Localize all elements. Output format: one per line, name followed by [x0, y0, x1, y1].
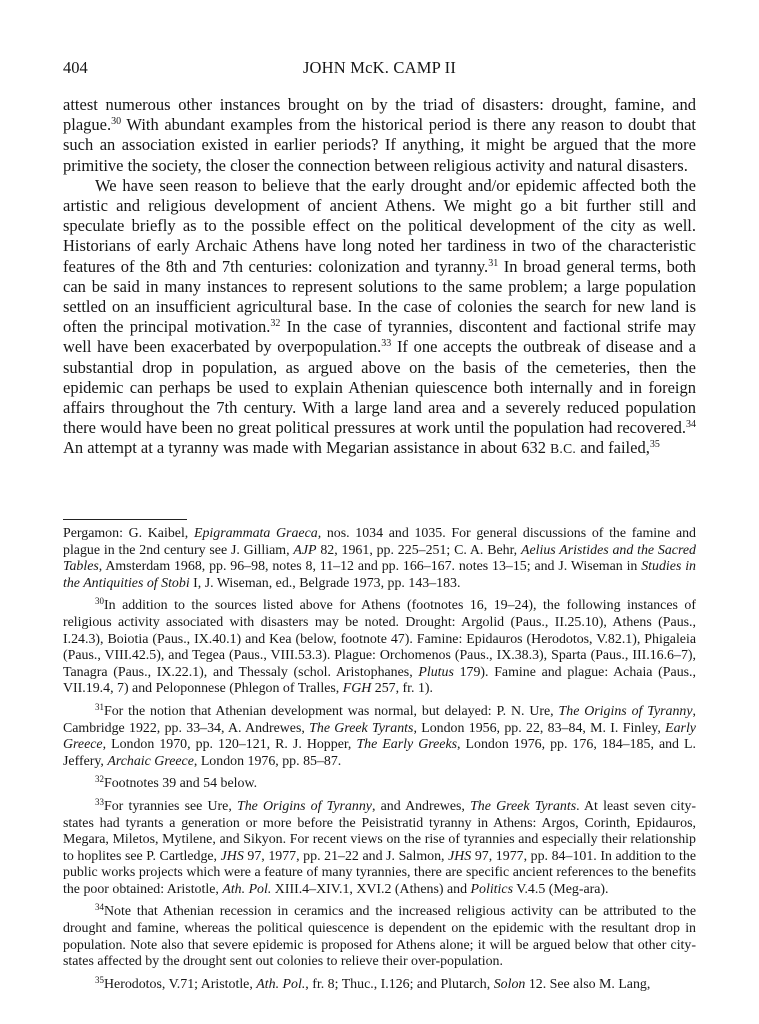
- text-run: XIII.4–XIV.1, XVI.2 (Athens) and: [271, 881, 471, 897]
- text-run: , Amsterdam 1968, pp. 96–98, notes 8, 11–12 and pp. 166–167. notes 13–15; and J. Wiseman in: [98, 559, 642, 575]
- footnote-number: 32: [95, 774, 104, 785]
- italic-title: Ath. Pol.: [256, 976, 306, 992]
- text-run: , nos. 1034 and 1035. For general discussions of the famine and plague in the 2nd century see J. Gilliam,: [63, 526, 697, 558]
- footnotes: [63, 526, 696, 993]
- text-run: , London 1976, pp. 85–87.: [193, 753, 342, 769]
- text-run: 179). Famine and plague: Achaia (Paus., VII.19.4, 7) and Peloponnese (Phlegon of Tralles,: [63, 664, 696, 697]
- italic-title: The Origins of Tyranny: [558, 703, 693, 719]
- italic-title: Epigrammata Graeca: [193, 526, 318, 541]
- page-number: 404: [63, 58, 88, 77]
- text-run: , London 1956, pp. 22, 83–84, M. I. Finley,: [413, 720, 666, 736]
- text-run: , and Andrewes,: [371, 798, 471, 814]
- text-run: 257, fr. 1).: [371, 681, 434, 697]
- footnote-31: [63, 701, 696, 770]
- footnote-number: 34: [95, 902, 104, 913]
- text-run: For the notion that Athenian development was normal, but delayed: P. N. Ure,: [104, 703, 559, 719]
- italic-title: The Early Greeks: [356, 737, 458, 753]
- text-run: , London 1970, pp. 120–121, R. J. Hopper,: [102, 737, 357, 753]
- footnote-ref-32: 32: [270, 318, 281, 330]
- text-run: An attempt at a tyranny was made with Megarian assistance in about 632: [63, 438, 551, 458]
- italic-title: AJP: [293, 542, 317, 558]
- text-run: V.4.5 (Meg-ara).: [512, 881, 609, 897]
- text-run: In broad general terms, both can be said in many instances to represent solutions to the same problem; a large population settled on an insufficient agricultural base. In the case of colonies the search for new land is often the principal motivation.: [63, 256, 696, 337]
- body-text: [63, 95, 696, 460]
- italic-title: Aelius Aristides and the Sacred Tables: [63, 542, 696, 575]
- text-run: . At least seven city-states had tyrants a generation or more before the Peisistratid tyranny in Athens: Argos, Corinth, Epidauros, Megara, Miletos, Mytilene, and Sikyon. For recent views on the rise of tyrannies and especially their relationship to hoplites see P. Cartledge,: [63, 798, 697, 864]
- footnote-divider: [63, 519, 187, 520]
- italic-title: JHS: [448, 848, 472, 864]
- text-run: In addition to the sources listed above for Athens (footnotes 16, 19–24), the following instances of religious activity associated with disasters may be noted. Drought: Argolid (Paus., II.25.10), Athens (Paus., I.24.3), Boiotia (Paus., IX.40.1) and Kea (below, footnote 47). Famine: Epidauros (Herodotos, V.82.1), Phigaleia (Paus., VIII.42.5), and Tegea (Paus., VIII.53.3). Plague: Orchomenos (Paus., IX.38.3), Sparta (Paus., III.16.6–7), Tanagra (Paus., IX.22.1), and Thessaly (schol. Aristophanes,: [63, 598, 696, 680]
- footnote-ref-30: 30: [111, 116, 122, 128]
- footnote-ref-34: 34: [686, 419, 696, 431]
- text-run: With abundant examples from the historical period is there any reason to doubt that such an association existed in earlier periods? If anything, it might be argued that the more primitive the society, the closer the connection between religious activity and natural disasters.: [63, 115, 696, 175]
- text-run: Pergamon: G. Kaibel,: [63, 526, 194, 541]
- text-run: I, J. Wiseman, ed., Belgrade 1973, pp. 143–183.: [189, 575, 461, 591]
- footnote-ref-31: 31: [488, 257, 499, 269]
- footnote-continuation: [63, 526, 696, 592]
- footnote-number: 33: [95, 796, 104, 807]
- italic-title: JHS: [220, 848, 244, 864]
- text-run: Footnotes 39 and 54 below.: [104, 776, 258, 792]
- footnote-34: [63, 904, 696, 970]
- text-run: 97, 1977, pp. 84–101. In addition to the public works projects which were a feature of many tyrannies, there are specific ancient references to the benefits the poor obtained: Aristotle,: [63, 848, 696, 897]
- footnote-33: [63, 796, 697, 899]
- italic-title: Plutus: [418, 664, 454, 680]
- text-run: If one accepts the outbreak of disease and a substantial drop in population, as argued above on the basis of the cemeteries, then the epidemic can perhaps be used to explain Athenian quiescence both internally and in foreign affairs throughout the 7th century. With a large land area and a severely reduced population there would have been no great political pressures at work until the population had recovered.: [63, 337, 696, 438]
- paragraph-2: [63, 176, 696, 460]
- italic-title: The Greek Tyrants: [470, 798, 577, 814]
- text-run: 12. See also M. Lang,: [525, 976, 651, 992]
- italic-title: Archaic Greece: [107, 753, 194, 769]
- text-run: and failed,: [576, 438, 650, 458]
- text-run: For tyrannies see Ure,: [104, 798, 237, 814]
- footnote-number: 31: [95, 701, 104, 712]
- page-header: [63, 58, 696, 80]
- paragraph-1: [63, 95, 696, 176]
- text-run: Herodotos, V.71; Aristotle,: [104, 976, 257, 992]
- text-run: 97, 1977, pp. 21–22 and J. Salmon,: [243, 848, 449, 864]
- running-head: JOHN McK. CAMP II: [302, 58, 457, 77]
- italic-title: FGH: [342, 681, 372, 697]
- italic-title: Politics: [470, 881, 513, 897]
- footnote-ref-35: 35: [649, 439, 660, 451]
- italic-title: Early Greece: [63, 720, 696, 753]
- italic-title: Studies in the Antiquities of Stobi: [63, 559, 696, 591]
- text-run: , London 1976, pp. 176, 184–185, and L. Jeffery,: [63, 737, 696, 769]
- footnote-ref-33: 33: [381, 338, 392, 350]
- italic-title: Solon: [493, 976, 526, 992]
- italic-title: The Origins of Tyranny: [237, 798, 372, 814]
- text-run: Note that Athenian recession in ceramics and the increased religious activity can be attributed to the drought and famine, whereas the political quiescence is dependent on the epidemic with the resultant drop in population. Note also that severe epidemic is proposed for Athens alone; it will be argued below that other city-states affected by the drought sent out colonies to relieve their over-population.: [63, 904, 696, 970]
- text-run: In the case of tyrannies, discontent and factional strife may well have been exacerbated by overpopulation.: [63, 317, 696, 357]
- footnote-number: 30: [95, 596, 104, 607]
- text-run: We have seen reason to believe that the early drought and/or epidemic affected both the artistic and religious development of ancient Athens. We might go a bit further still and speculate briefly as to the possible effect on the political development of the city as well. Historians of early Archaic Athens have long noted her tardiness in two of the characteristic features of the 8th and 7th centuries: colonization and tyranny.: [63, 175, 696, 276]
- era-abbreviation: B.C.: [550, 441, 577, 457]
- text-run: , fr. 8; Thuc., I.126; and Plutarch,: [305, 976, 494, 992]
- footnote-number: 35: [95, 974, 104, 985]
- italic-title: Ath. Pol.: [222, 881, 272, 897]
- text-run: 82, 1961, pp. 225–251; C. A. Behr,: [316, 542, 521, 558]
- footnote-35: [63, 974, 696, 994]
- footnote-32: [63, 776, 696, 793]
- italic-title: The Greek Tyrants: [309, 720, 414, 736]
- footnote-30: [63, 598, 696, 698]
- text-run: attest numerous other instances brought on by the triad of disasters: drought, famine, and plague.: [63, 95, 696, 135]
- text-run: , Cambridge 1922, pp. 33–34, A. Andrewes,: [63, 703, 696, 736]
